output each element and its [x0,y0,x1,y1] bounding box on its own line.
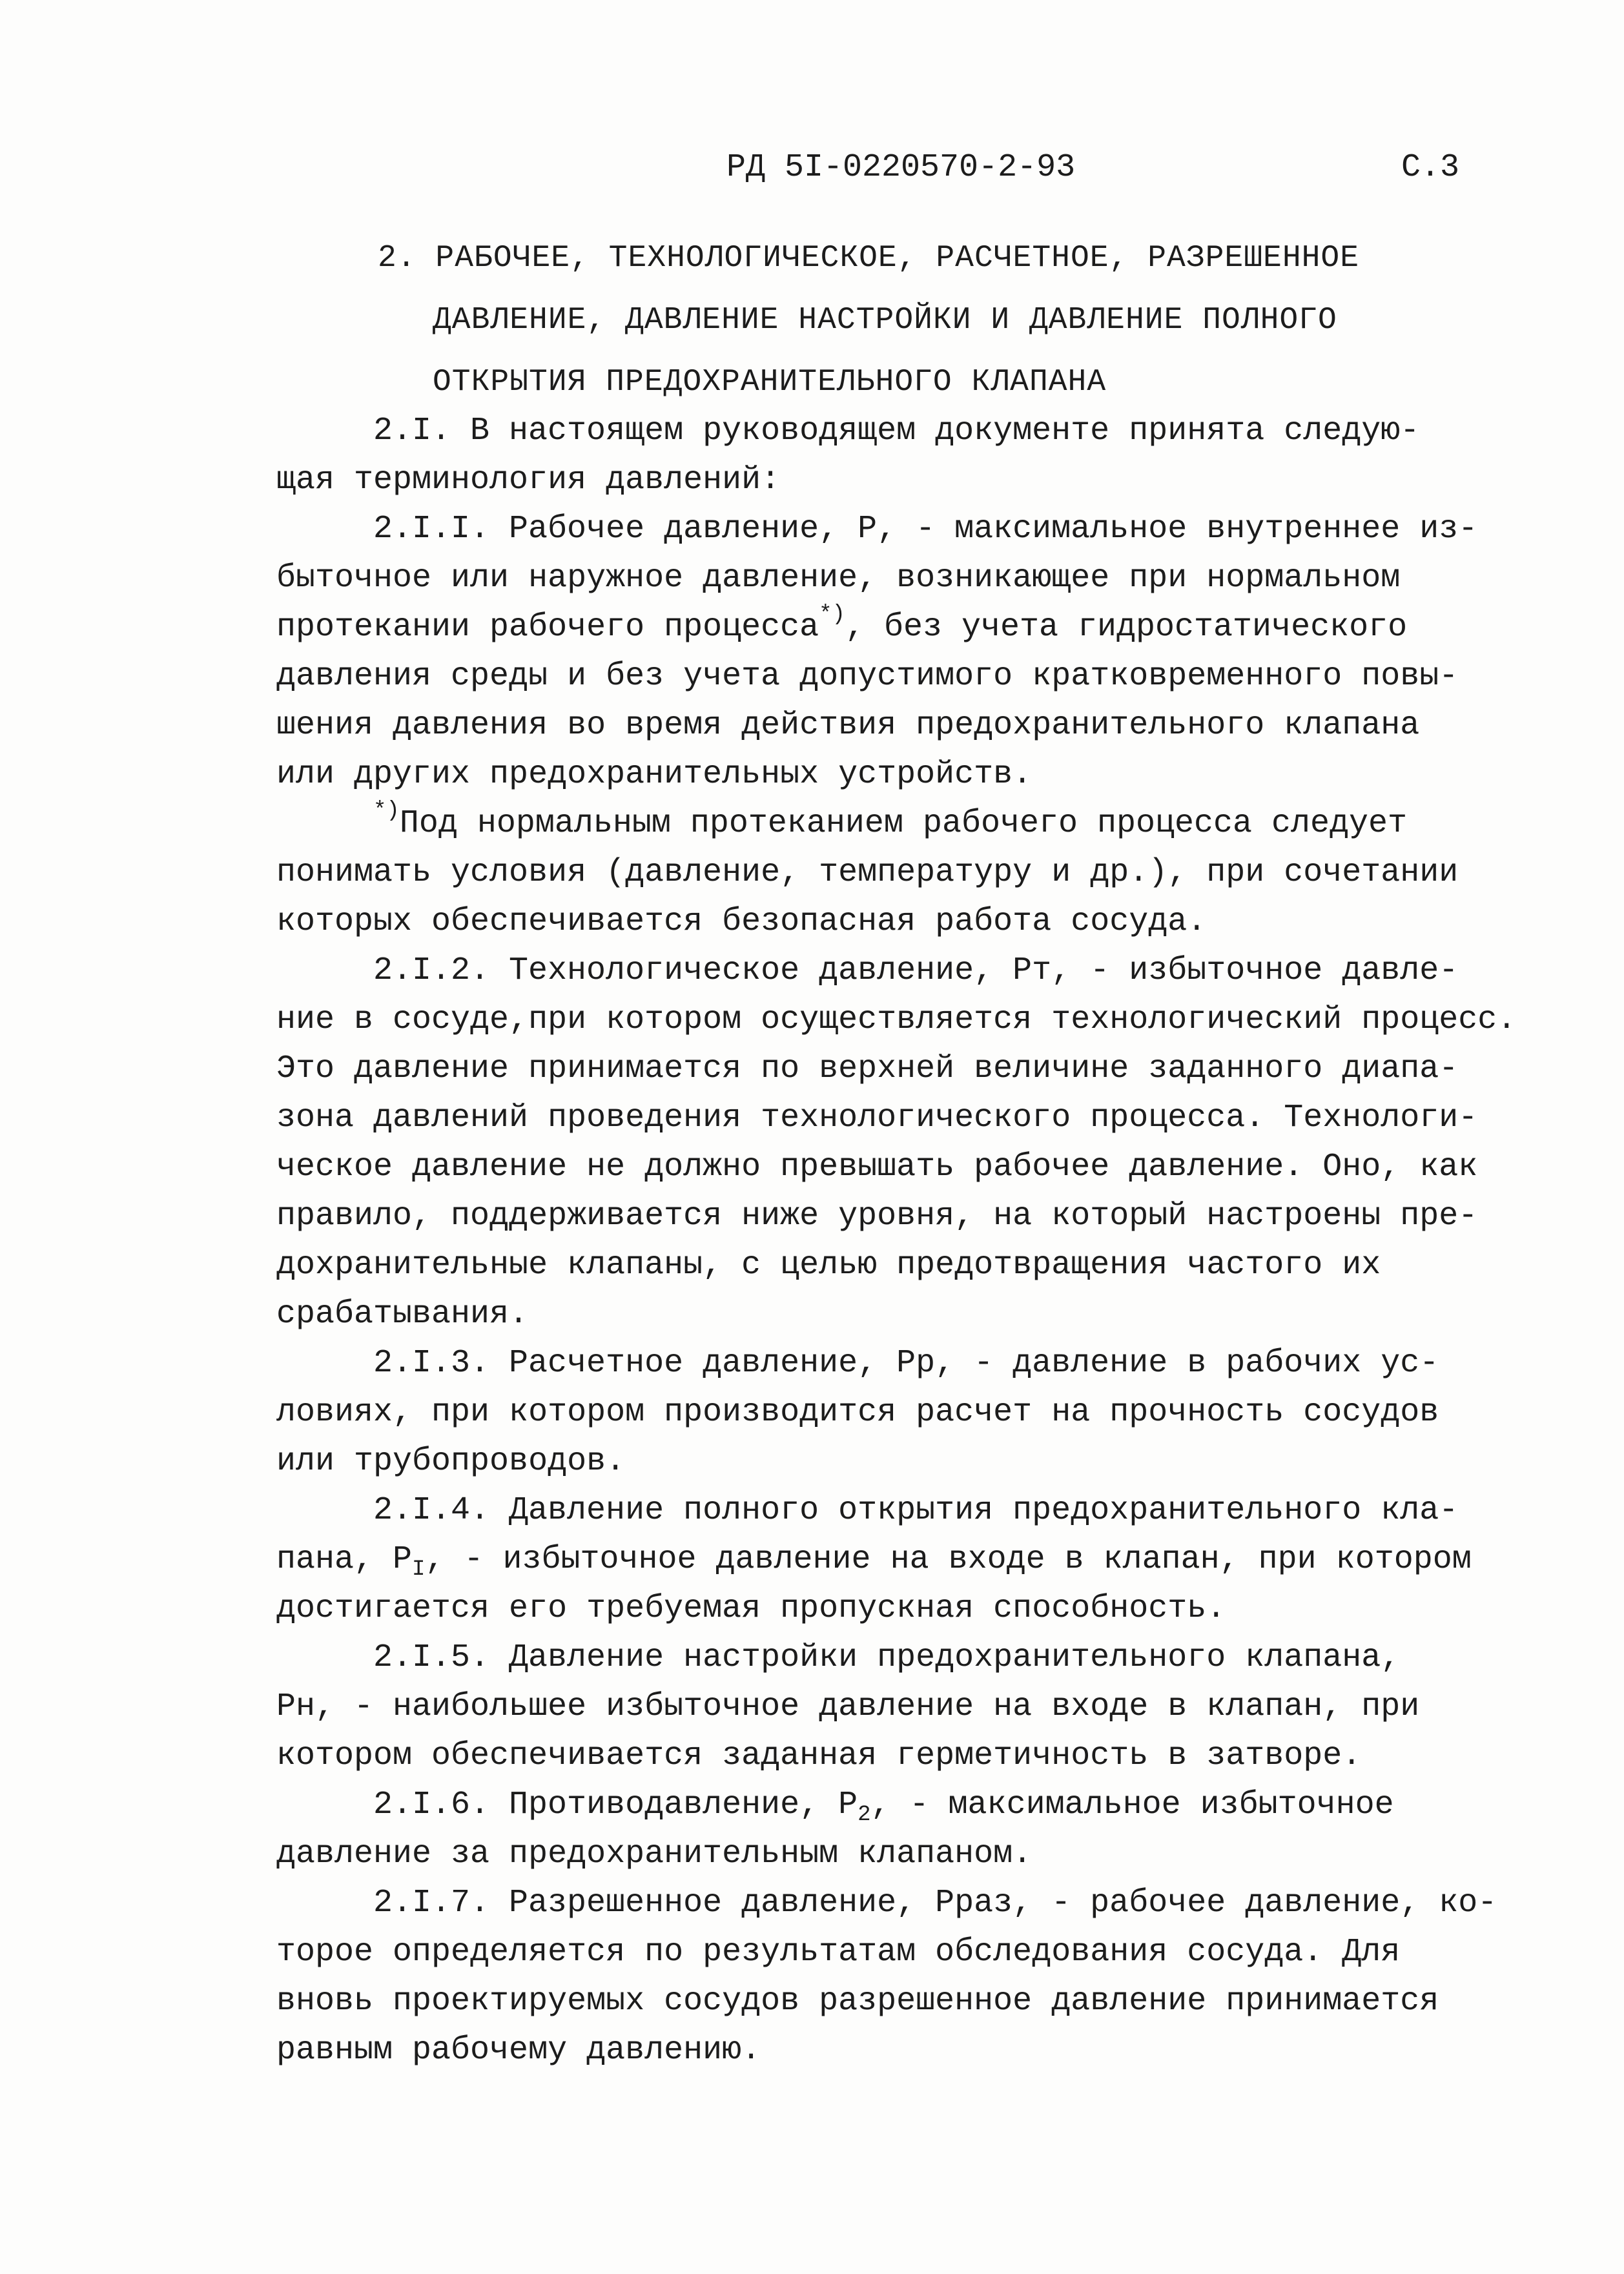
text-line: 2.I.3. Расчетное давление, Рр, - давление в рабочих ус- [373,1345,1439,1382]
page-number: С.3 [1401,149,1460,186]
text-line: , - избыточное давление на входе в клапан, при котором [425,1541,1472,1578]
paragraph-2-1-4 [276,1486,1587,1634]
text-line: 2.I.I. Рабочее давление, Р, - максимальное внутреннее из- [373,511,1478,548]
paragraph-2-1 [276,407,1587,505]
document-body [276,407,1587,2075]
text-line: шения давления во время действия предохранительного клапана [276,707,1420,744]
paragraph-2-1-3 [276,1339,1587,1486]
text-line: равным рабочему давлению. [276,2032,761,2069]
text-line: или других предохранительных устройств. [276,756,1033,793]
text-line: вновь проектируемых сосудов разрешенное давление принимается [276,1983,1439,2020]
text-line: 2.I.4. Давление полного открытия предохранительного кла- [373,1492,1459,1529]
subscript: I [412,1557,426,1582]
text-line: или трубопроводов. [276,1443,626,1480]
text-line: котором обеспечивается заданная герметичность в затворе. [276,1737,1362,1774]
text-line: щая терминология давлений: [276,462,781,498]
text-line: быточное или наружное давление, возникающее при нормальном [276,560,1401,597]
text-line: Рн, - наибольшее избыточное давление на входе в клапан, при [276,1688,1420,1725]
text-line: торое определяется по результатам обследования сосуда. Для [276,1934,1401,1971]
text-line: ловиях, при котором производится расчет на прочность сосудов [276,1394,1439,1431]
paragraph-2-1-2 [276,947,1587,1339]
paragraph-2-1-1 [276,505,1587,799]
text-line: протекании рабочего процесса [276,609,819,646]
text-line: которых обеспечивается безопасная работа сосуда. [276,903,1207,940]
subscript: 2 [858,1803,871,1827]
paragraph-2-1-6 [276,1781,1587,1879]
section-title-line: ДАВЛЕНИЕ, ДАВЛЕНИЕ НАСТРОЙКИ И ДАВЛЕНИЕ ПОЛНОГО [433,303,1337,338]
text-line: , - максимальное избыточное [870,1787,1394,1823]
footnote-mark: *) [373,799,400,824]
document-code: РД 5I-0220570-2-93 [726,149,1076,186]
text-line: Это давление принимается по верхней величине заданного диапа- [276,1050,1459,1087]
footnote [276,799,1587,947]
text-line: достигается его требуемая пропускная способность. [276,1590,1226,1627]
text-line: правило, поддерживается ниже уровня, на который настроены пре- [276,1198,1478,1234]
section-heading [378,227,1488,413]
text-line: Под нормальным протеканием рабочего процесса следует [399,805,1408,842]
text-line: 2.I.5. Давление настройки предохранительного клапана, [373,1639,1401,1676]
text-line: , без учета гидростатического [845,609,1408,646]
text-line: пана, Р [276,1541,413,1578]
text-line: 2.I. В настоящем руководящем документе принята следую- [373,413,1420,449]
paragraph-2-1-7 [276,1879,1587,2075]
text-line: ческое давление не должно превышать рабочее давление. Оно, как [276,1149,1478,1185]
text-line: понимать условия (давление, температуру и др.), при сочетании [276,854,1459,891]
paragraph-2-1-5 [276,1634,1587,1781]
text-line: давление за предохранительным клапаном. [276,1836,1033,1872]
text-line: дохранительные клапаны, с целью предотвращения частого их [276,1247,1381,1284]
text-line: давления среды и без учета допустимого кратковременного повы- [276,658,1459,695]
section-title-line: ОТКРЫТИЯ ПРЕДОХРАНИТЕЛЬНОГО КЛАПАНА [433,365,1107,400]
text-line: 2.I.7. Разрешенное давление, Рраз, - рабочее давление, ко- [373,1885,1497,1921]
footnote-mark: *) [819,602,845,628]
text-line: ние в сосуде,при котором осуществляется технологический процесс. [276,1001,1517,1038]
text-line: 2.I.2. Технологическое давление, Рт, - избыточное давле- [373,952,1459,989]
section-title-line: 2. РАБОЧЕЕ, ТЕХНОЛОГИЧЕСКОЕ, РАСЧЕТНОЕ, РАЗРЕШЕННОЕ [378,241,1360,276]
text-line: срабатывания. [276,1296,529,1333]
text-line: 2.I.6. Противодавление, Р [373,1787,858,1823]
text-line: зона давлений проведения технологического процесса. Технологи- [276,1100,1478,1136]
